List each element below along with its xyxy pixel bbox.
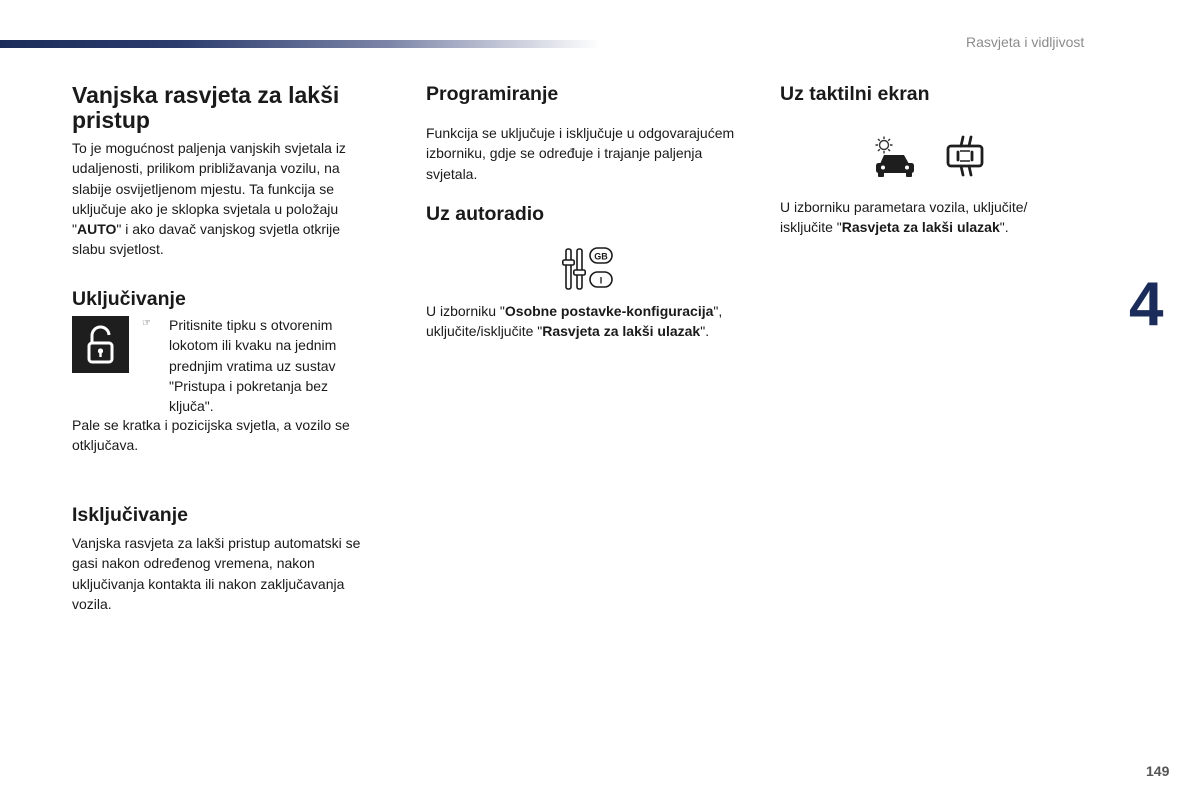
page-title: Vanjska rasvjeta za lakši pristup (72, 82, 340, 133)
touch-text-1: U izborniku parametara vozila, uključite/ isključite " (780, 199, 1028, 236)
header-gradient-bar (0, 40, 600, 48)
switching-on-step: Pritisnite tipku s otvorenim lokotom ili kvaku na jednim prednjim vratima uz sustav "Pristupa i pokretanja bez ključa". (169, 317, 337, 415)
radio-function-name: Rasvjeta za lakši ulazak (542, 323, 701, 340)
radio-instruction (426, 301, 738, 342)
programming-text: Funkcija se uključuje i isključuje u odgovarajućem izborniku, gdje se određuje i trajanje paljenja svjetala. (426, 125, 735, 182)
radio-icon-label-i: I (599, 275, 603, 286)
heading-with-radio: Uz autoradio (426, 203, 545, 225)
touch-screen-instruction (780, 197, 1070, 238)
heading-touch-screen: Uz taktilni ekran (780, 83, 930, 105)
heading-programming: Programiranje (426, 83, 559, 105)
radio-text-1: U izborniku " (426, 303, 505, 319)
heading-switching-on: Uključivanje (72, 288, 186, 310)
car-lights-icon (943, 133, 987, 179)
intro-text-1: To je mogućnost paljenja vanjskih svjetala iz udaljenosti, prilikom približavanja vozilu, na slabije osvijetljenom mjestu. Ta funkcija se uključuje ako je sklopka svjetala u položaju " (72, 140, 346, 238)
switching-on-result: Pale se kratka i pozicijska svjetla, a vozilo se otključava. (72, 417, 350, 454)
switching-off-text: Vanjska rasvjeta za lakši pristup automatski se gasi nakon određenog vremena, nakon uključivanja kontakta ili nakon zaključavanja vozila. (72, 535, 361, 612)
chapter-number: 4 (1129, 270, 1164, 339)
radio-menu-name: Osobne postavke-konfiguracija (504, 303, 714, 319)
radio-text-3: ". (700, 323, 710, 340)
unlock-icon (72, 316, 129, 373)
bullet-icon: ☞ (142, 318, 151, 329)
radio-text-2: ", uključite/isključite " (426, 303, 723, 340)
heading-switching-off: Isključivanje (72, 504, 188, 526)
touch-function-name: Rasvjeta za lakši ulazak (841, 219, 1000, 236)
intro-text-2: " i ako davač vanjskog svjetla otkrije slabu svjetlost. (72, 221, 341, 258)
radio-settings-icon (562, 246, 618, 292)
touch-text-2: ". (999, 219, 1009, 236)
car-settings-icon (872, 134, 918, 178)
radio-icon-label-gb: GB (594, 251, 608, 262)
intro-bold: AUTO (76, 221, 117, 238)
intro-paragraph (72, 138, 377, 260)
page-number: 149 (1146, 763, 1170, 779)
running-header: Rasvjeta i vidljivost (966, 34, 1085, 50)
